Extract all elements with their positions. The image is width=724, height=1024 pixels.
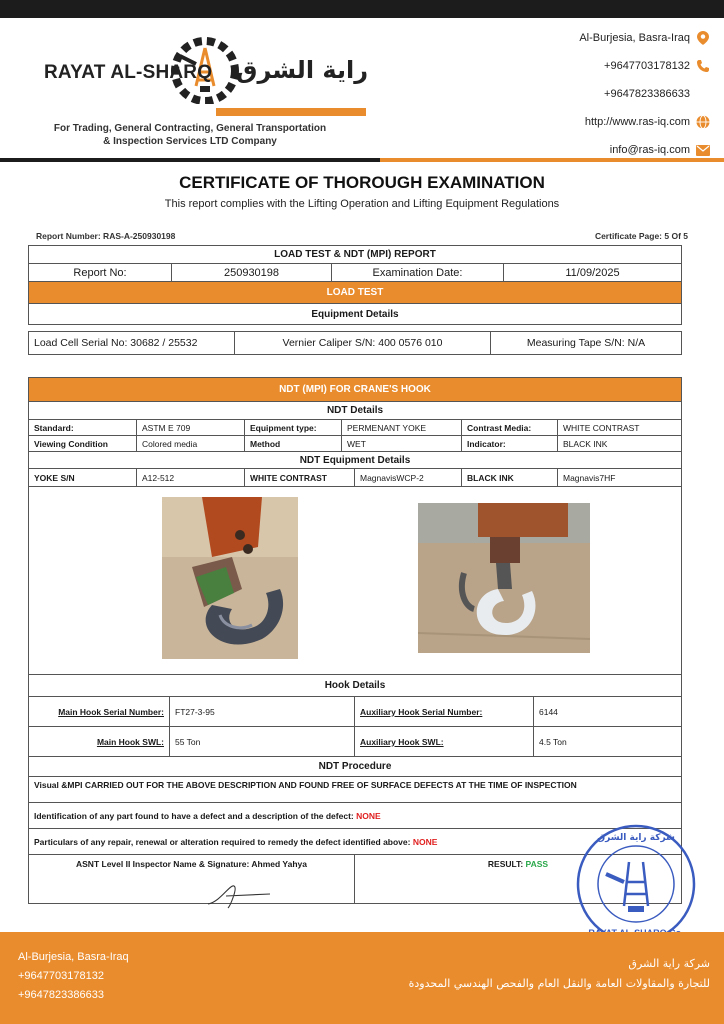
main-hook-serial-label: Main Hook Serial Number: <box>29 697 170 726</box>
equipment-type-label: Equipment type: <box>245 420 342 435</box>
vernier-caliper-serial: Vernier Caliper S/N: 400 0576 010 <box>235 332 491 354</box>
hook-photos <box>29 487 681 675</box>
particulars-text: Particulars of any repair, renewal or alteration required to remedy the defect identified above: <box>34 836 411 847</box>
address-text: Al-Burjesia, Basra-Iraq <box>579 32 690 44</box>
ndt-procedure-heading: NDT Procedure <box>318 761 392 772</box>
logo-text-english: RAYAT AL-SHARQ <box>44 62 213 83</box>
white-contrast-value: MagnavisWCP-2 <box>355 469 462 486</box>
result-value: PASS <box>525 859 549 869</box>
inspector-signature <box>200 880 280 910</box>
inspector-name: ASNT Level II Inspector Name & Signature: Ahmed Yahya <box>29 855 355 903</box>
location-icon <box>696 31 710 45</box>
equipment-type-value: PERMENANT YOKE <box>342 420 462 435</box>
identification-value: NONE <box>356 810 381 821</box>
company-stamp-icon <box>574 822 698 946</box>
website-text: http://www.ras-iq.com <box>584 116 690 128</box>
yoke-label: YOKE S/N <box>29 469 137 486</box>
equipment-details-heading: Equipment Details <box>311 308 399 320</box>
ndt-equipment-heading: NDT Equipment Details <box>299 454 411 466</box>
certificate-title: CERTIFICATE OF THOROUGH EXAMINATION <box>179 173 545 192</box>
footer-phone-2[interactable]: +9647823386633 <box>18 989 104 1001</box>
phone-icon <box>696 59 710 73</box>
ndt-details-heading: NDT Details <box>326 405 384 416</box>
exam-date-label: Examination Date: <box>332 264 504 281</box>
black-ink-value: Magnavis7HF <box>563 472 616 483</box>
hook-photo-right <box>418 503 590 653</box>
contact-website[interactable] <box>490 108 710 136</box>
main-hook-swl-label: Main Hook SWL: <box>29 727 170 756</box>
aux-hook-swl-label: Auxiliary Hook SWL: <box>355 727 534 756</box>
top-bar <box>0 0 724 18</box>
page-footer <box>0 932 724 1024</box>
company-line-2: & Inspection Services LTD Company <box>103 136 277 147</box>
footer-arabic-line-1: شركة راية الشرق <box>628 957 710 970</box>
email-text: info@ras-iq.com <box>609 144 690 156</box>
logo-underline <box>216 108 366 116</box>
phone-2-text: +9647823386633 <box>604 88 690 100</box>
load-test-table <box>28 245 682 325</box>
footer-address: Al-Burjesia, Basra-Iraq <box>18 951 129 963</box>
contact-phone-2[interactable] <box>490 80 710 108</box>
yoke-value: A12-512 <box>137 469 245 486</box>
method-label: Method <box>245 436 342 451</box>
aux-hook-serial-value: 6144 <box>539 706 558 717</box>
contrast-media-label: Contrast Media: <box>462 420 558 435</box>
indicator-value: BLACK INK <box>563 438 608 449</box>
viewing-condition-value: Colored media <box>137 436 245 451</box>
aux-hook-swl-value: 4.5 Ton <box>539 736 567 747</box>
footer-contact <box>18 948 129 1005</box>
equipment-row <box>28 331 682 355</box>
contact-address <box>490 24 710 52</box>
black-ink-label: BLACK INK <box>462 469 558 486</box>
company-logo <box>40 26 370 146</box>
hook-photo-left <box>162 497 298 659</box>
standard-value: ASTM E 709 <box>137 420 245 435</box>
mail-icon <box>696 143 710 157</box>
standard-label: Standard: <box>29 420 137 435</box>
phone-1-text: +9647703178132 <box>604 60 690 72</box>
result-label: RESULT: <box>487 859 524 869</box>
certificate-subtitle: This report complies with the Lifting Operation and Lifting Equipment Regulations <box>164 198 560 210</box>
measuring-tape-serial: Measuring Tape S/N: N/A <box>526 337 646 349</box>
globe-icon <box>696 115 710 129</box>
aux-hook-serial-label: Auxiliary Hook Serial Number: <box>355 697 534 726</box>
report-no-value: 250930198 <box>172 264 332 281</box>
contrast-media-value: WHITE CONTRAST <box>563 422 640 433</box>
footer-arabic <box>409 954 710 994</box>
method-value: WET <box>342 436 462 451</box>
footer-arabic-line-2: للتجارة والمقاولات العامة والنقل العام والفحص الهندسي المحدودة <box>408 977 710 990</box>
hook-details-heading: Hook Details <box>324 680 386 691</box>
load-cell-serial: Load Cell Serial No: 30682 / 25532 <box>29 332 235 354</box>
company-line-1: For Trading, General Contracting, General Transportation <box>53 123 327 134</box>
white-contrast-label: WHITE CONTRAST <box>245 469 355 486</box>
identification-text: Identification of any part found to have a defect and a description of the defect: <box>34 810 354 821</box>
particulars-value: NONE <box>412 836 438 847</box>
report-no-label: Report No: <box>29 264 172 281</box>
header-divider <box>0 158 724 162</box>
viewing-condition-label: Viewing Condition <box>29 436 137 451</box>
load-test-heading: LOAD TEST & NDT (MPI) REPORT <box>274 249 436 260</box>
stamp-arabic-text: شركة راية الشرق <box>597 833 675 843</box>
company-description <box>40 122 340 148</box>
main-hook-serial-value: FT27-3-95 <box>170 697 355 726</box>
procedure-text: Visual &MPI CARRIED OUT FOR THE ABOVE DESCRIPTION AND FOUND FREE OF SURFACE DEFECTS AT THE TIME OF INSPECTION <box>34 780 577 790</box>
indicator-label: Indicator: <box>462 436 558 451</box>
logo-text-arabic: راية الشرق <box>236 56 369 84</box>
certificate-page: Certificate Page: 5 Of 5 <box>594 231 688 241</box>
exam-date-value: 11/09/2025 <box>565 266 620 279</box>
contact-block <box>490 24 710 164</box>
ndt-band: NDT (MPI) FOR CRANE'S HOOK <box>29 378 681 401</box>
main-hook-swl-value: 55 Ton <box>170 727 355 756</box>
load-test-band: LOAD TEST <box>29 282 681 303</box>
contact-phone-1[interactable] <box>490 52 710 80</box>
footer-phone-1[interactable]: +9647703178132 <box>18 970 104 982</box>
report-number: Report Number: RAS-A-250930198 <box>36 231 176 241</box>
